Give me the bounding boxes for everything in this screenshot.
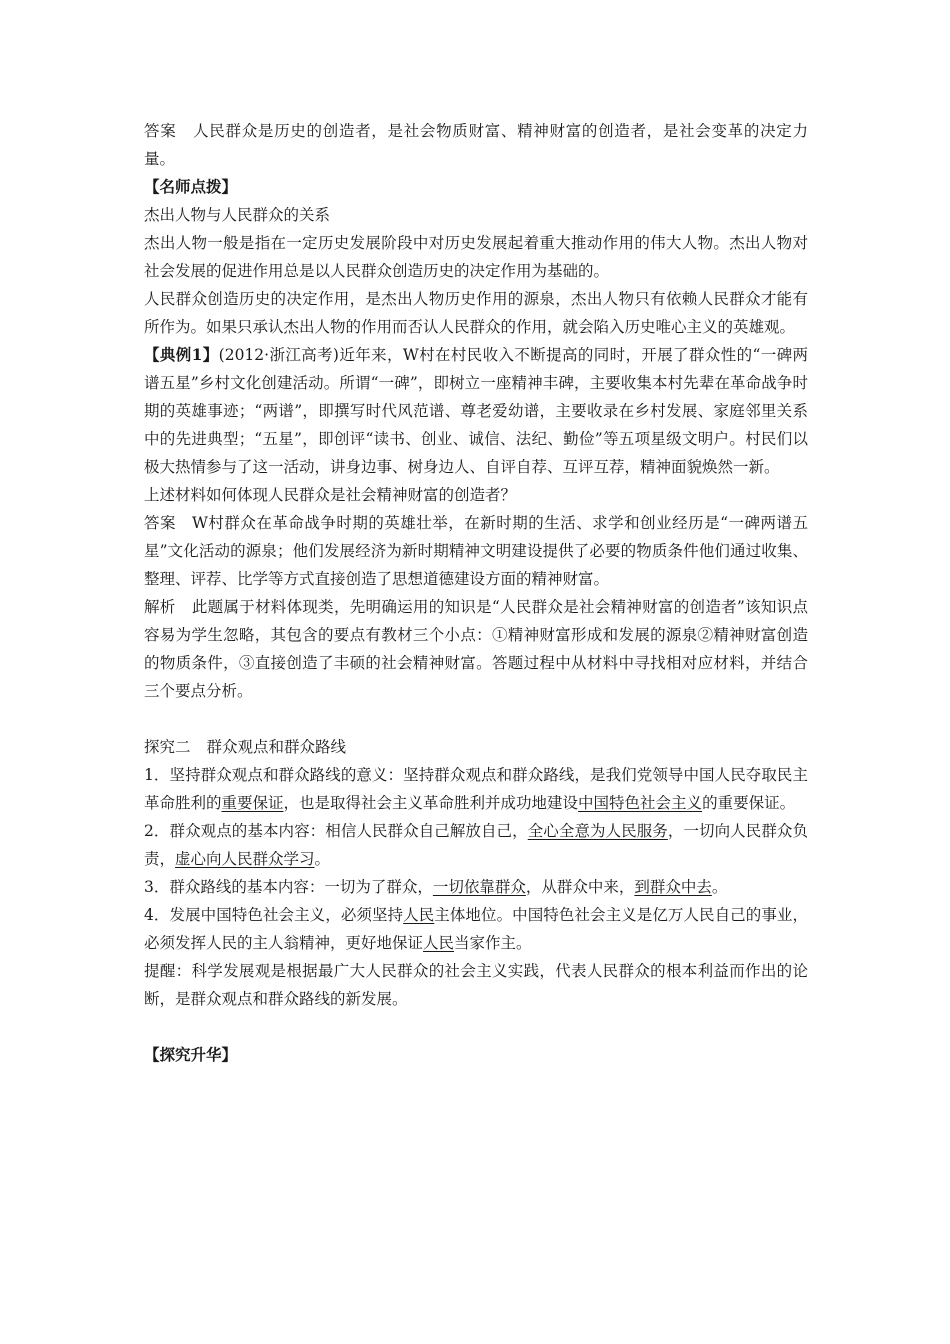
analysis-text: 此题属于材料体现类，先明确运用的知识是“人民群众是社会精神财富的创造者”该知识点容易为学生忽略，其包含的要点有教材三个小点：①精神财富形成和发展的源泉②精神财富创造的物质条件，③直接创造了丰硕的社会精神财富。答题过程中从材料中寻找相对应材料，并结合三个要点分析。 [144,598,808,700]
tips-paragraph-2: 人民群众创造历史的决定作用，是杰出人物历史作用的源泉，杰出人物只有依赖人民群众才能有所作为。如果只承认杰出人物的作用而否认人民群众的作用，就会陷入历史唯心主义的英雄观。 [144,290,808,336]
underlined-term: 人民 [403,906,435,924]
example-paragraph [144,341,808,481]
tips-subtitle: 杰出人物与人民群众的关系 [144,206,331,224]
section-label: 探究二 [144,738,191,756]
underlined-term: 到群众中去 [634,878,712,896]
section-heading [144,733,808,761]
answer-paragraph-2 [144,509,808,593]
item-text: 3．群众路线的基本内容：一切为了群众， [144,878,433,896]
item-text: 的重要保证。 [702,794,796,812]
item-text: 1．坚持群众观点和群众路线的意义：坚持群众观点和群众路线，是我们党领导中国人民夺取民主革命胜利的 [144,766,808,812]
item-text: 当家作主。 [454,934,532,952]
underlined-term: 人民 [423,934,455,952]
item-text: ，从群众中来， [525,878,635,896]
example-text: (2012·浙江高考)近年来，W村在村民收入不断提高的同时，开展了群众性的“一碑两谱五星”乡村文化创建活动。所谓“一碑”，即树立一座精神丰碑，主要收集本村先辈在革命战争时期的英雄事迹；“两谱”，即撰写时代风范谱、尊老爱幼谱，主要收录在乡村发展、家庭邻里关系中的先进典型；“五星”，即创评“读书、创业、诚信、法纪、勤俭”等五项星级文明户。村民们以极大热情参与了这一活动，讲身边事、树身边人、自评自荐、互评互荐，精神面貌焕然一新。 [144,346,808,476]
spacer [144,705,808,733]
underlined-term: 一切依靠群众 [432,878,526,896]
answer-label: 答案 [144,514,176,532]
example-question: 上述材料如何体现人民群众是社会精神财富的创造者？ [144,486,517,504]
item-text: ，一切向人民群众负责， [144,822,808,868]
item-text: 。 [314,850,331,868]
item-text: 。 [711,878,728,896]
item-text: 2．群众观点的基本内容：相信人民群众自己解放自己， [144,822,528,840]
analysis-label: 解析 [144,598,176,616]
inquiry-header: 【探究升华】 [144,1045,238,1064]
underlined-term: 重要保证 [221,794,284,812]
underlined-term: 全心全意为人民服务 [527,822,668,840]
item-4 [144,901,808,957]
section-title: 群众观点和群众路线 [206,738,347,756]
answer-paragraph-1 [144,117,808,173]
item-text: 主体地位。中国特色社会主义是亿万人民自己的事业，必须发挥人民的主人翁精神，更好地保证 [144,906,808,952]
answer-text: W村群众在革命战争时期的英雄壮举，在新时期的生活、求学和创业经历是“一碑两谱五星”文化活动的源泉；他们发展经济为新时期精神文明建设提供了必要的物质条件他们通过收集、整理、评荐、比学等方式直接创造了思想道德建设方面的精神财富。 [144,514,808,588]
analysis-paragraph [144,593,808,705]
answer-label: 答案 [144,122,177,140]
answer-text: 人民群众是历史的创造者，是社会物质财富、精神财富的创造者，是社会变革的决定力量。 [144,122,808,168]
tips-paragraph-1: 杰出人物一般是指在一定历史发展阶段中对历史发展起着重大推动作用的伟大人物。杰出人物对社会发展的促进作用总是以人民群众创造历史的决定作用为基础的。 [144,234,808,280]
underlined-term: 中国特色社会主义 [578,794,703,812]
item-text: ，也是取得社会主义革命胜利并成功地建设 [283,794,579,812]
item-3 [144,873,808,901]
item-1 [144,761,808,817]
underlined-term: 虚心向人民群众学习 [175,850,315,868]
reminder-paragraph: 提醒：科学发展观是根据最广大人民群众的社会主义实践，代表人民群众的根本利益而作出的论断，是群众观点和群众路线的新发展。 [144,962,808,1008]
spacer [144,1013,808,1041]
document-page [144,117,808,1069]
item-2 [144,817,808,873]
tips-header: 【名师点拨】 [144,177,238,196]
example-label: 【典例1】 [144,345,219,364]
item-text: 4．发展中国特色社会主义，必须坚持 [144,906,404,924]
